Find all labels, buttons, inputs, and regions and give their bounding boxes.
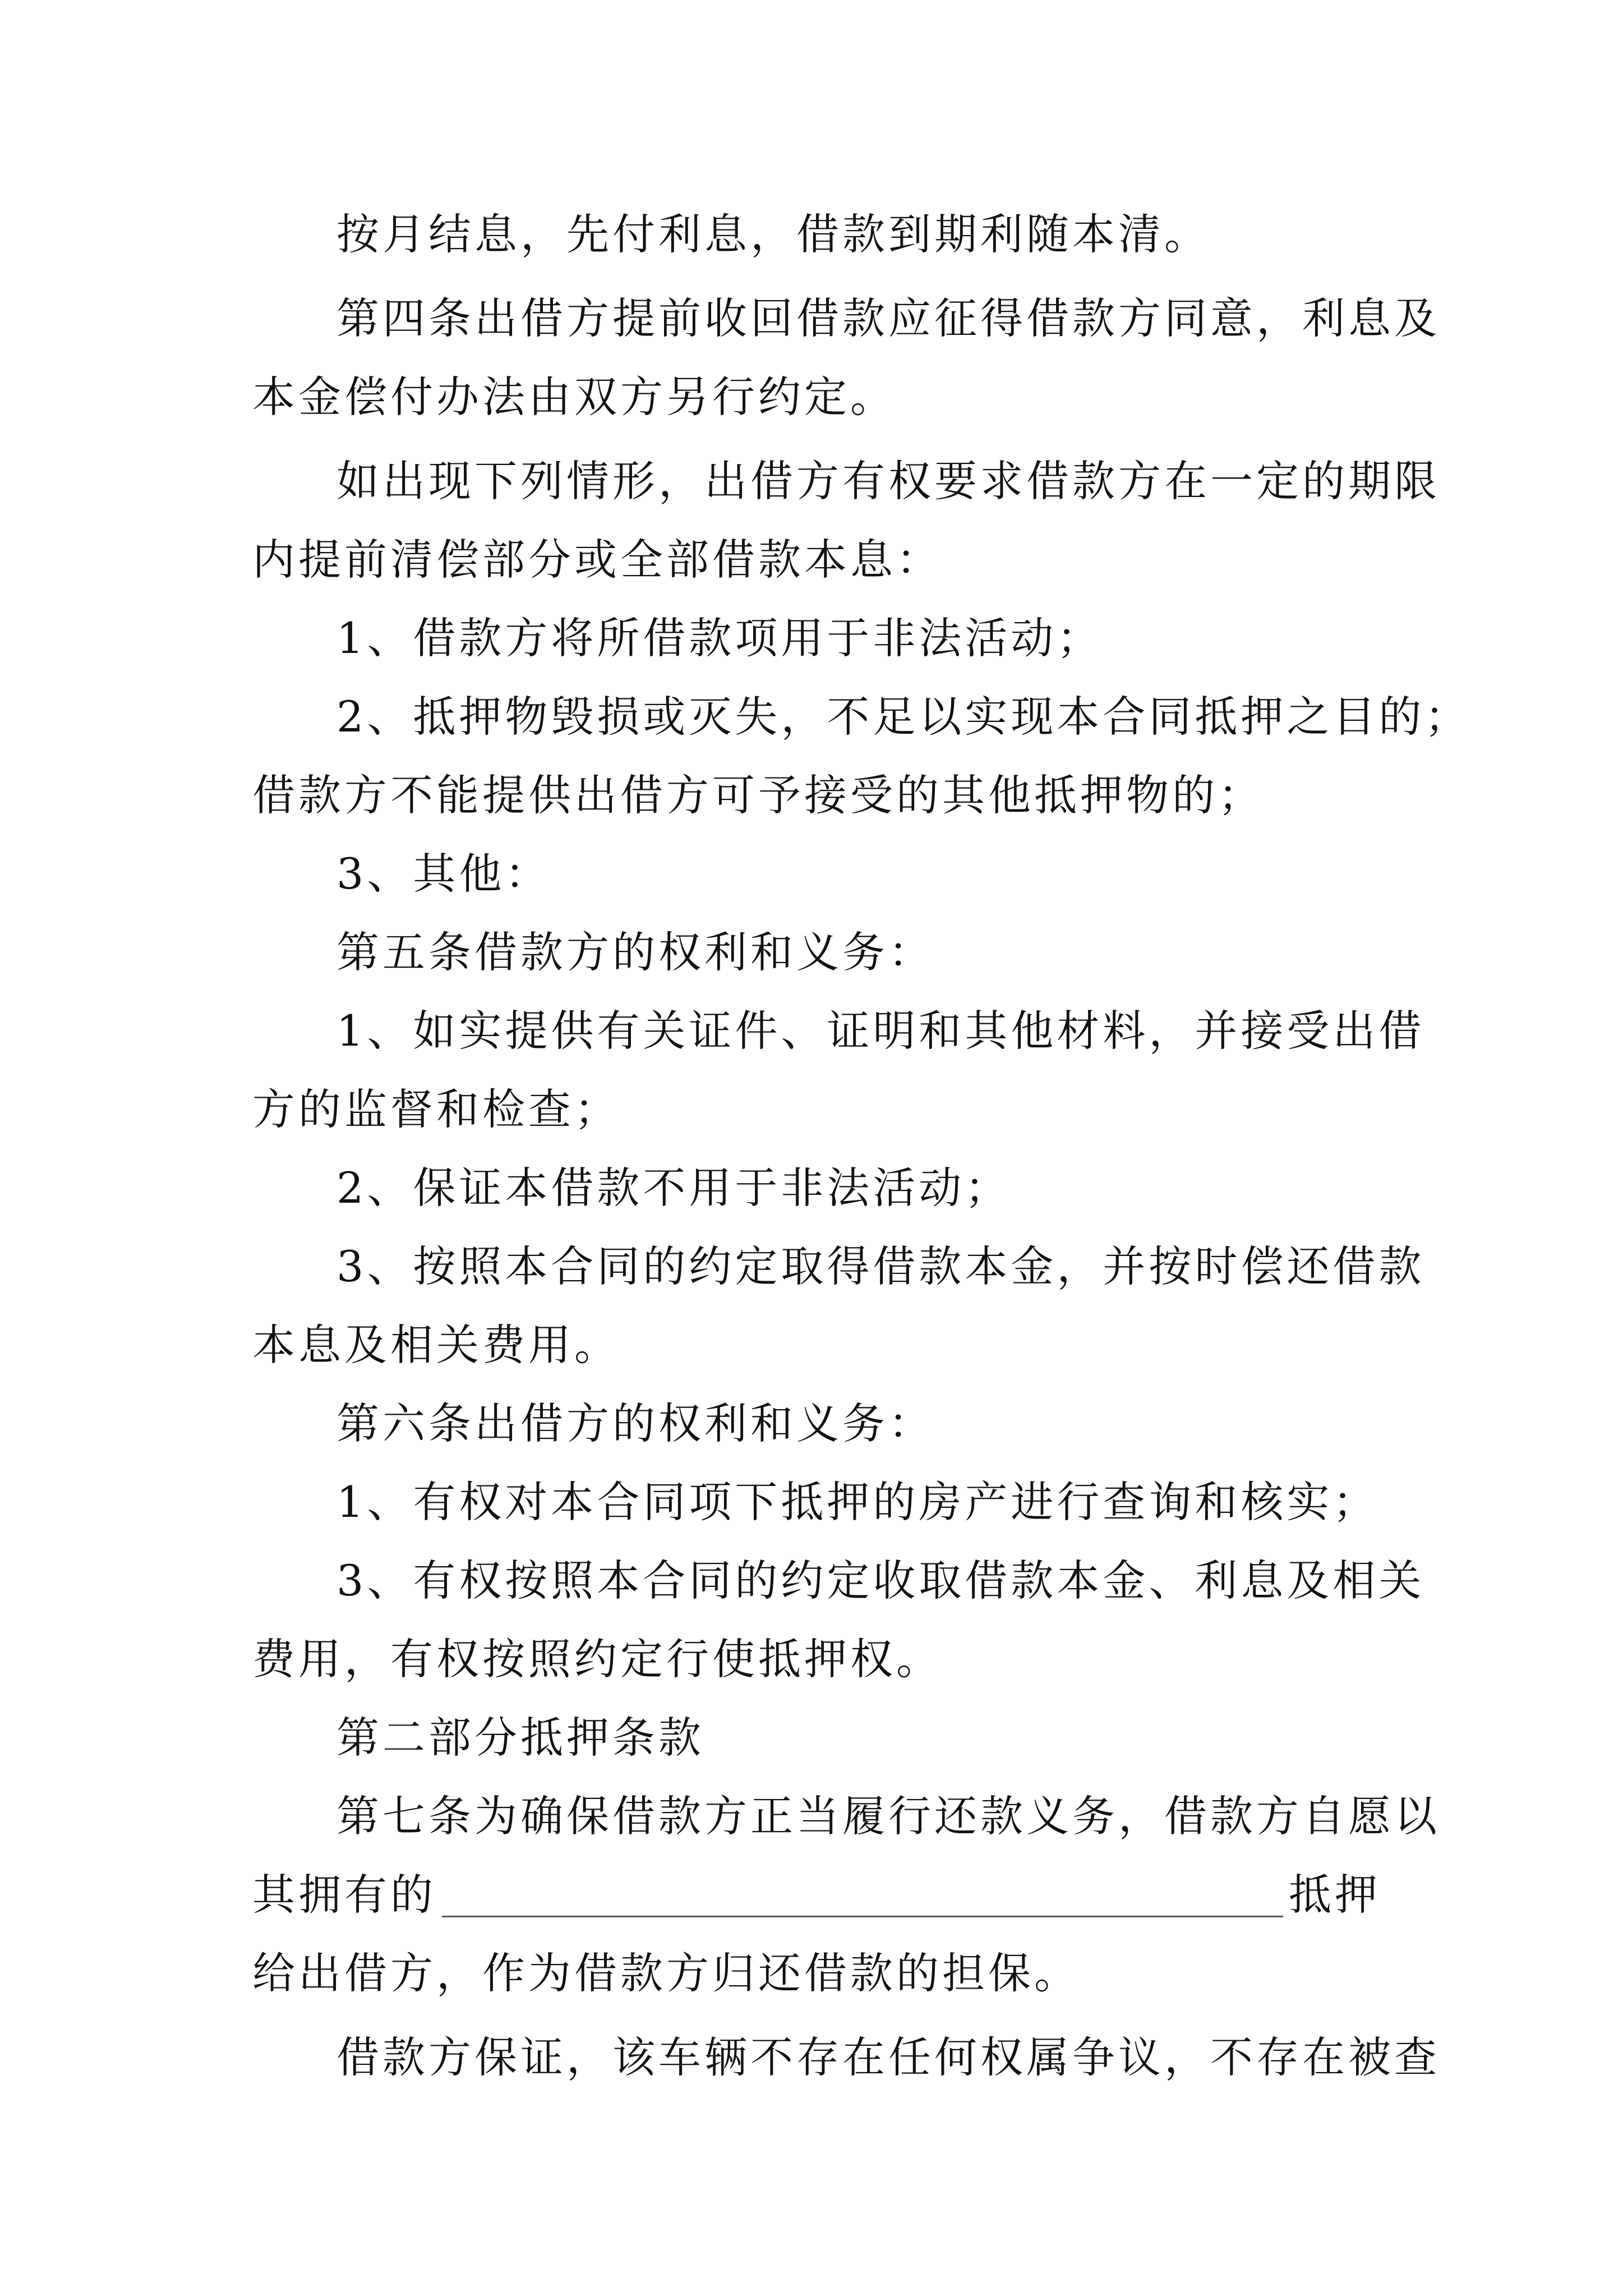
fill-in-blank — [442, 1913, 1283, 1917]
paragraph-line: 如出现下列情形，出借方有权要求借款方在一定的期限 — [336, 456, 1440, 506]
part-heading: 第二部分抵押条款 — [336, 1713, 704, 1763]
paragraph-line: 3、有权按照本合同的约定收取借款本金、利息及相关 — [336, 1556, 1425, 1605]
paragraph-line: 本金偿付办法由双方另行约定。 — [252, 372, 896, 422]
paragraph-line: 按月结息，先付利息，借款到期利随本清。 — [336, 209, 1210, 259]
section-heading: 第六条出借方的权利和义务： — [336, 1398, 934, 1448]
paragraph-line-text: 第四条出借方提前收回借款应征得借款方同意，利息及 — [336, 293, 1440, 343]
paragraph-line: 借款方保证，该车辆不存在任何权属争议，不存在被查 — [336, 2032, 1440, 2082]
blank-suffix-text: 抵押 — [1289, 1870, 1381, 1920]
paragraph-line: 3、其他： — [336, 849, 551, 899]
section-heading: 第五条借款方的权利和义务： — [336, 927, 934, 977]
paragraph-line: 1、有权对本合同项下抵押的房产进行查询和核实； — [336, 1477, 1379, 1527]
paragraph-line: 3、按照本合同的约定取得借款本金，并按时偿还借款 — [336, 1241, 1425, 1291]
paragraph-line: 给出借方，作为借款方归还借款的担保。 — [252, 1948, 1080, 1998]
paragraph-line: 本息及相关费用。 — [252, 1320, 620, 1370]
paragraph-line: 2、保证本借款不用于非法活动； — [336, 1163, 1011, 1213]
paragraph-line: 费用，有权按照约定行使抵押权。 — [252, 1634, 942, 1684]
blank-prefix-text: 其拥有的 — [252, 1870, 436, 1920]
paragraph-line: 1、如实提供有关证件、证明和其他材料，并接受出借 — [336, 1006, 1425, 1056]
paragraph-line: 2、抵押物毁损或灭失，不足以实现本合同抵押之目的； — [336, 692, 1471, 742]
blank-fill-line — [252, 1867, 1385, 1923]
paragraph-line: 第七条为确保借款方正当履行还款义务，借款方自愿以 — [336, 1791, 1440, 1841]
paragraph-line: 内提前清偿部分或全部借款本息： — [252, 535, 942, 585]
paragraph-line: 借款方不能提供出借方可予接受的其他抵押物的； — [252, 770, 1264, 820]
paragraph-line: 1、借款方将所借款项用于非法活动； — [336, 613, 1103, 663]
paragraph-line: 方的监督和检查； — [252, 1084, 620, 1134]
paragraph-line — [336, 291, 1440, 347]
